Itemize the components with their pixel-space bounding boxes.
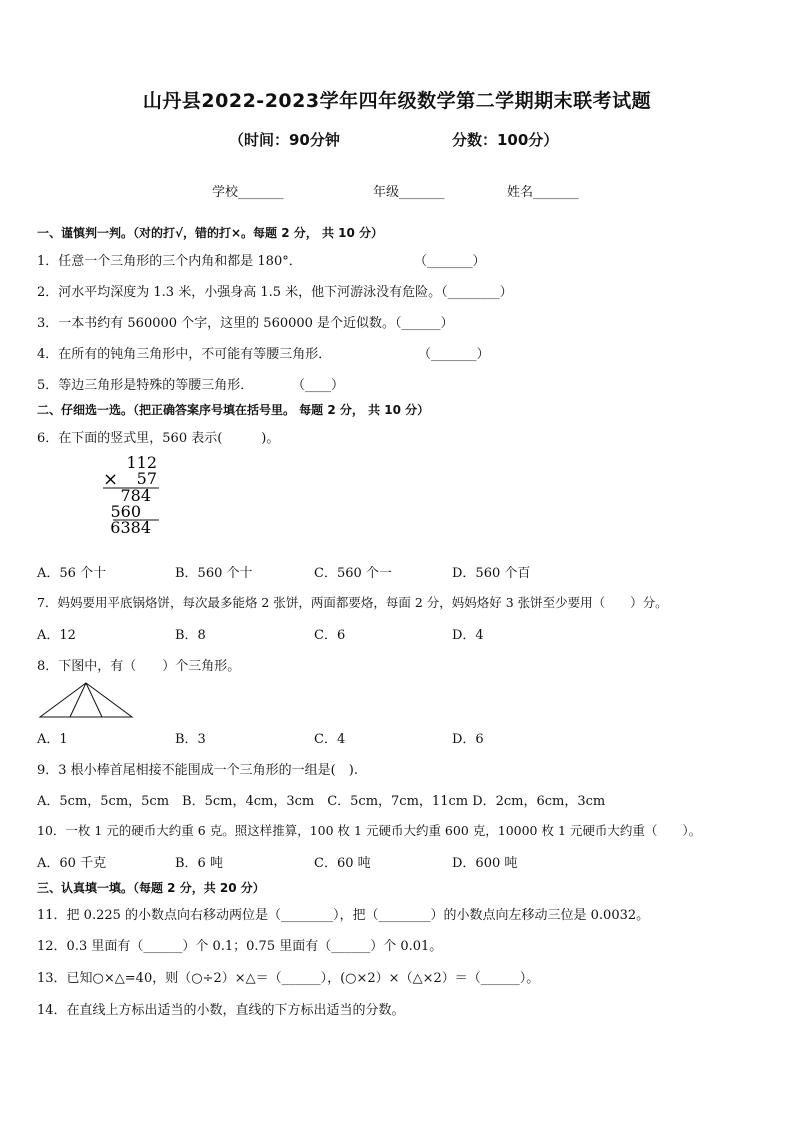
question-11: 11．把 0.225 的小数点向右移动两位是（________），把（________）的小数点向左移动三位是 0.0032。 (37, 908, 650, 923)
q10-option-d: D．600 吨 (452, 856, 518, 871)
question-1: 1．任意一个三角形的三个内角和都是 180°． (37, 254, 302, 269)
q8-option-a: A．1 (37, 732, 68, 747)
calc-partial-1: 784 (120, 486, 151, 505)
question-5-blank: （____） (292, 378, 345, 393)
calc-partial-2: 560 (110, 502, 141, 521)
question-4-blank: （_______） (418, 347, 490, 362)
question-10: 10．一枚 1 元的硬币大约重 6 克。照这样推算，100 枚 1 元硬币大约重 600 克，10000 枚 1 元硬币大约重（ ）。 (37, 823, 702, 838)
question-12: 12．0.3 里面有（______）个 0.1；0.75 里面有（______）个 0.01。 (37, 939, 443, 954)
question-3: 3．一本书约有 560000 个字，这里的 560000 是个近似数。（______） (37, 316, 454, 331)
section3-heading: 三、认真填一填。（每题 2 分，共 20 分） (37, 881, 265, 895)
q10-option-b: B．6 吨 (175, 856, 223, 871)
section1-heading: 一、谨慎判一判。（对的打√，错的打×。每题 2 分， 共 10 分） (37, 226, 383, 240)
q6-option-a: A．56 个十 (37, 566, 107, 581)
q8-option-c: C．4 (314, 732, 346, 747)
q10-option-a: A．60 千克 (37, 856, 107, 871)
q7-option-c: C．6 (314, 628, 346, 643)
school-field: 学校_______ (212, 185, 284, 200)
exam-score: 分数：100分） (452, 131, 559, 149)
q9-options: A．5cm，5cm，5cm B．5cm，4cm，3cm C．5cm，7cm，11cm D．2cm，6cm，3cm (37, 794, 606, 809)
times-sign: × (103, 469, 119, 490)
q6-option-b: B．560 个十 (175, 566, 253, 581)
calc-multiplicand: 112 (126, 453, 157, 472)
page-title: 山丹县2022-2023学年四年级数学第二学期期末联考试题 (142, 90, 652, 112)
exam-time: （时间：90分钟 (229, 131, 340, 149)
question-5: 5．等边三角形是特殊的等腰三角形． (37, 378, 254, 393)
question-8: 8．下图中，有（ ）个三角形。 (37, 659, 241, 674)
question-9: 9．3 根小棒首尾相接不能围成一个三角形的一组是( ). (37, 763, 358, 778)
q6-option-c: C．560 个一 (314, 566, 392, 581)
question-13: 13．已知○×△=40，则（○÷2）×△＝（______），(○×2）×（△×2）＝（______）。 (37, 971, 540, 986)
question-2: 2．河水平均深度为 1.3 米，小强身高 1.5 米，他下河游泳没有危险。（________） (37, 285, 513, 300)
triangle-figure (38, 680, 134, 720)
q8-option-b: B．3 (175, 732, 206, 747)
q7-option-d: D．4 (452, 628, 484, 643)
section2-heading: 二、仔细选一选。（把正确答案序号填在括号里。 每题 2 分， 共 10 分） (37, 403, 430, 417)
calc-product: 6384 (110, 518, 151, 537)
question-4: 4．在所有的钝角三角形中，不可能有等腰三角形． (37, 347, 332, 362)
question-1-blank: （_______） (414, 254, 486, 269)
question-6: 6．在下面的竖式里，560 表示( )。 (37, 431, 280, 446)
grade-field: 年级_______ (373, 185, 445, 200)
calc-multiplier: 57 (136, 469, 157, 488)
q10-option-c: C．60 吨 (314, 856, 371, 871)
question-7: 7．妈妈要用平底锅烙饼，每次最多能烙 2 张饼，两面都要烙，每面 2 分，妈妈烙好 3 张饼至少要用（ ）分。 (37, 595, 668, 610)
name-field: 姓名_______ (507, 185, 579, 200)
vertical-multiplication (95, 450, 170, 540)
q8-option-d: D．6 (452, 732, 484, 747)
question-14: 14．在直线上方标出适当的小数，直线的下方标出适当的分数。 (37, 1003, 405, 1018)
q7-option-a: A．12 (37, 628, 76, 643)
q7-option-b: B．8 (175, 628, 206, 643)
q6-option-d: D．560 个百 (452, 566, 531, 581)
